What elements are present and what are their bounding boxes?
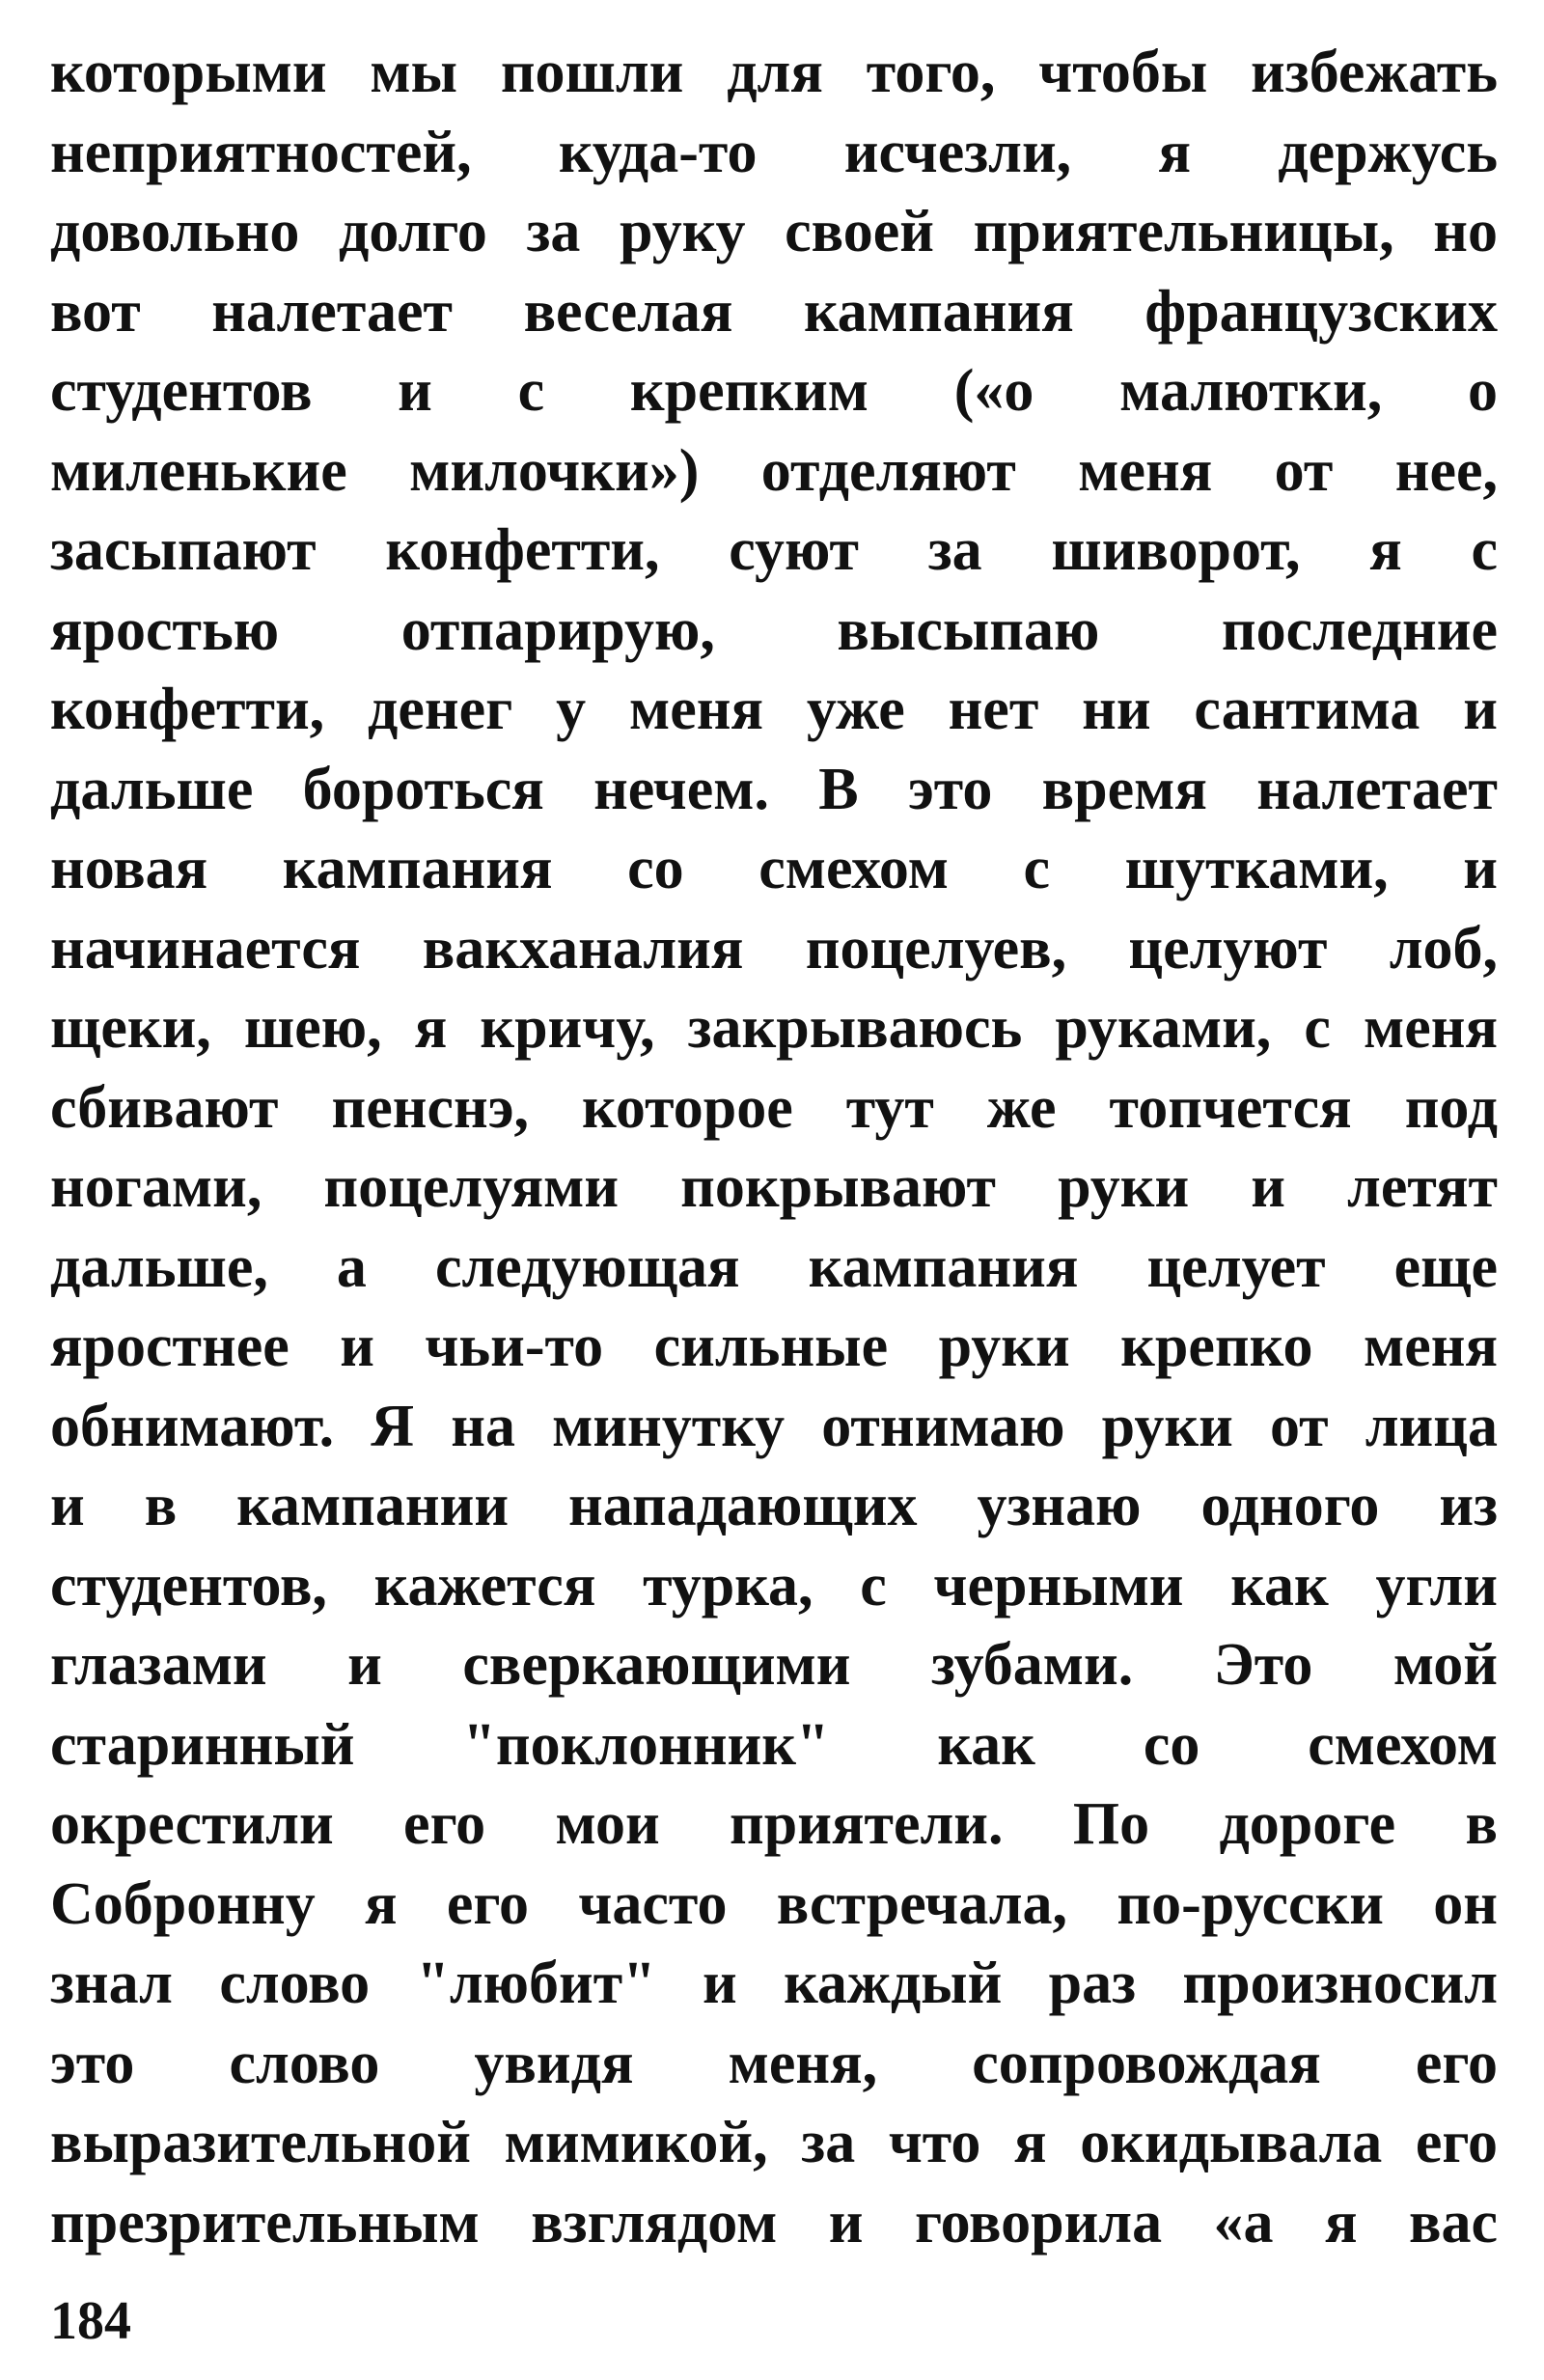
text-line: обнимают. Я на минутку отнимаю руки от лица	[50, 1393, 1498, 1459]
text-line: и в кампании нападающих узнаю одного из	[50, 1473, 1498, 1538]
text-line: старинный "поклонник" как со смехом	[50, 1711, 1498, 1778]
text-line: студентов и с крепким («о малютки, о	[50, 358, 1498, 424]
text-line: выразительной мимикой, за что я окидывала его	[50, 2110, 1498, 2175]
text-line: миленькие милочки») отделяют меня от нее,	[50, 437, 1498, 504]
body-text	[50, 33, 1498, 2262]
text-line: начинается вакханалия поцелуев, целуют лоб,	[50, 915, 1498, 982]
text-line: студентов, кажется турка, с черными как угли	[50, 1552, 1498, 1619]
text-line: яростью отпарирую, высыпаю последние	[50, 596, 1498, 663]
text-line: сбивают пенснэ, которое тут же топчется под	[50, 1074, 1498, 1141]
text-line: довольно долго за руку своей приятельницы, но	[50, 199, 1498, 264]
text-line: презрительным взглядом и говорила «а я вас	[50, 2189, 1498, 2255]
page-number: 184	[50, 2291, 131, 2351]
text-line: яростнее и чьи-то сильные руки крепко меня	[50, 1314, 1498, 1379]
text-line: щеки, шею, я кричу, закрываюсь руками, с меня	[50, 995, 1498, 1061]
text-line: вот налетает веселая кампания французских	[50, 278, 1498, 345]
text-line: засыпают конфетти, суют за шиворот, я с	[50, 517, 1498, 583]
text-line: которыми мы пошли для того, чтобы избежать	[50, 40, 1498, 105]
text-line: новая кампания со смехом с шутками, и	[50, 836, 1498, 901]
text-line: ногами, поцелуями покрывают руки и летят	[50, 1154, 1498, 1220]
text-line: это слово увидя меня, сопровождая его	[50, 2030, 1498, 2096]
text-line: неприятностей, куда-то исчезли, я держусь	[50, 119, 1498, 185]
text-line: дальше, а следующая кампания целует еще	[50, 1233, 1498, 1300]
text-line: глазами и сверкающими зубами. Это мой	[50, 1632, 1498, 1698]
text-line: окрестили его мои приятели. По дороге в	[50, 1791, 1498, 1857]
text-line: Собронну я его часто встречала, по-русски он	[50, 1870, 1498, 1937]
text-line: конфетти, денег у меня уже нет ни сантима и	[50, 677, 1498, 742]
text-line: дальше бороться нечем. В это время налетает	[50, 756, 1498, 822]
text-line: знал слово "любит" и каждый раз произносил	[50, 1951, 1498, 2016]
